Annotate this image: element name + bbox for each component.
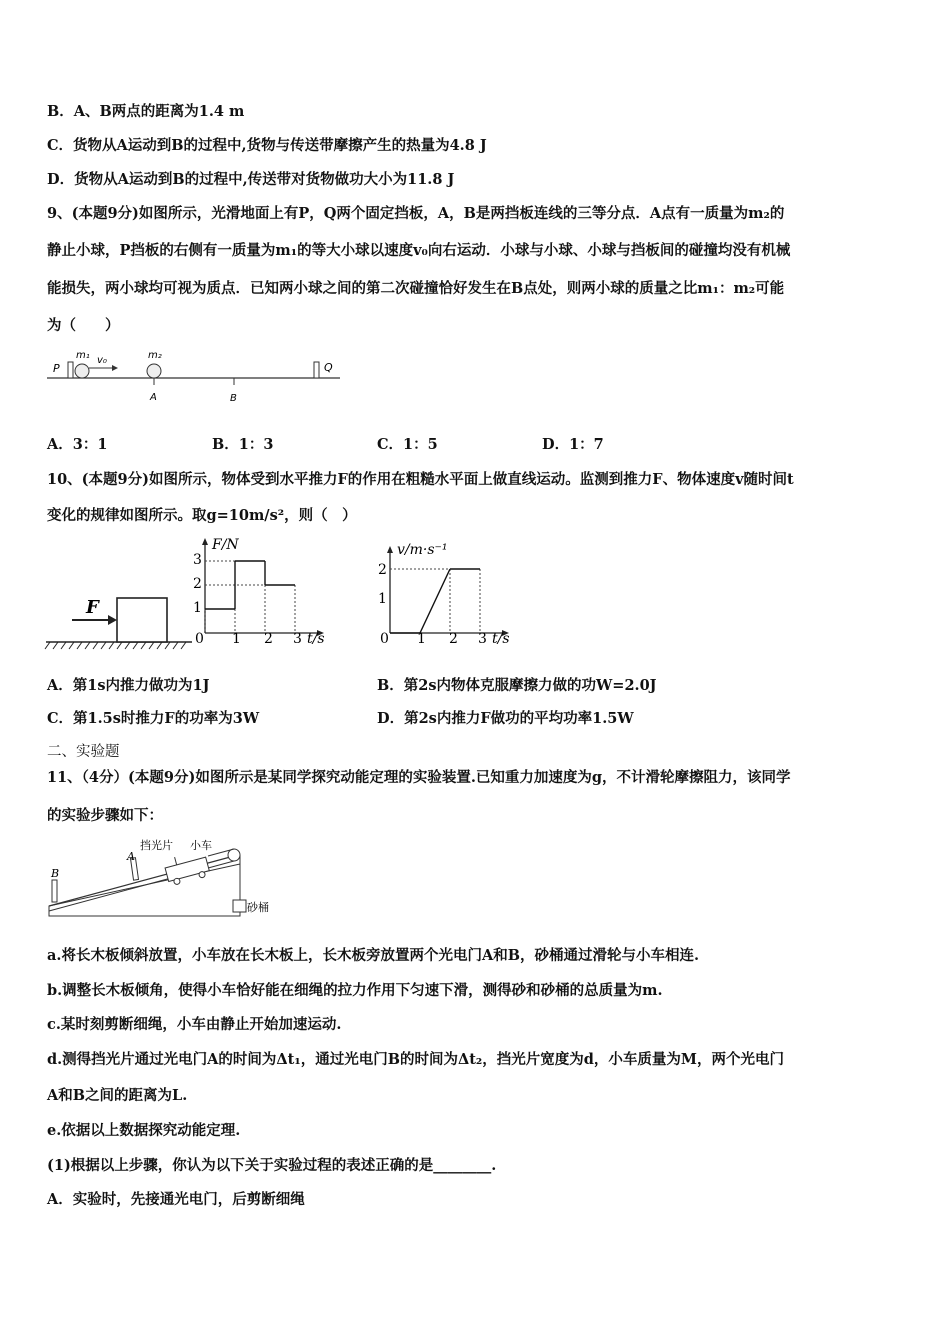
q11-step-d-2: A和B之间的距离为L. [47,1087,188,1104]
q11-line-2: 的实验步骤如下： [47,807,163,824]
q8-option-c: C．货物从A运动到B的过程中,货物与传送带摩擦产生的热量为4.8 J [47,137,487,154]
flag-label: 挡光片 [140,839,173,852]
f-time-label: t/s [307,631,325,647]
f-tick-x1: 1 [232,631,241,647]
f-tick-x3: 3 [293,631,302,647]
q11-step-e: e.依据以上数据探究动能定理. [47,1122,241,1139]
q11-step-c: c.某时刻剪断细绳，小车由静止开始加速运动. [47,1016,342,1033]
v-time-label: t/s [492,631,510,647]
q11-line-1: 11、（4分）(本题9分)如图所示是某同学探究动能定理的实验装置.已知重力加速度为g，不计滑轮摩擦阻力，该同学 [47,769,791,786]
q9-option-c: C．1：5 [377,436,438,453]
q11-apparatus-figure [44,834,284,920]
q9-line-2: 静止小球，P挡板的右侧有一质量为m₁的等大小球以速度v₀向右运动．小球与小球、小球与挡板间的碰撞均没有机械 [47,242,791,259]
q11-option-a: A．实验时，先接通光电门，后剪断细绳 [47,1191,305,1208]
q11-step-d-1: d.测得挡光片通过光电门A的时间为Δt₁，通过光电门B的时间为Δt₂，挡光片宽度为d，小车质量为M，两个光电门 [47,1051,784,1068]
f-tick-y3: 3 [193,552,202,568]
q11-step-b: b.调整长木板倾角，使得小车恰好能在细绳的拉力作用下匀速下滑，测得砂和砂桶的总质量为m. [47,982,663,999]
f-tick-x2: 2 [264,631,273,647]
f-tick-y1: 1 [193,600,202,616]
f-tick-y2: 2 [193,576,202,592]
q9-figure [44,344,344,406]
f-axis-label: F/N [212,537,239,553]
force-y-arrow [202,538,208,545]
q11-part-1: (1)根据以上步骤，你认为以下关于实验过程的表述正确的是________. [47,1157,497,1174]
gate-b-label: B [51,867,60,880]
section-heading: 二、实验题 [47,744,120,760]
label-v0: v₀ [97,355,107,366]
velocity-segment [420,569,450,633]
q10-line-1: 10、(本题9分)如图所示，物体受到水平推力F的作用在粗糙水平面上做直线运动。监测到推力F、物体速度v随时间t [47,471,794,488]
v-axis-label: v/m·s⁻¹ [397,542,448,558]
q10-option-a: A．第1s内推力做功为1J [47,677,210,694]
q10-option-d: D．第2s内推力F做功的平均功率1.5W [377,710,634,727]
label-q: Q [324,361,333,374]
q10-option-c: C．第1.5s时推力F的功率为3W [47,710,260,727]
q10-option-b: B．第2s内物体克服摩擦力做的功W=2.0J [377,677,657,694]
label-m2: m₂ [148,350,162,361]
label-p: P [53,362,60,375]
label-b: B [230,393,237,404]
q9-line-1: 9、(本题9分)如图所示，光滑地面上有P，Q两个固定挡板，A，B是两挡板连线的三等分点．A点有一质量为m₂的 [47,205,785,222]
q9-line-4: 为（ ） [47,317,120,334]
velocity-time-chart [370,535,530,655]
gate-a-label: A [127,850,135,863]
v-tick-y2: 2 [378,562,387,578]
v-origin: 0 [380,631,389,647]
q10-block-figure [44,590,194,652]
q9-option-b: B．1：3 [212,436,274,453]
label-a: A [150,392,157,403]
q10-line-2: 变化的规律如图所示。取g=10m/s²，则（ ） [47,507,357,524]
label-force: F [86,597,99,618]
q11-step-a: a.将长木板倾斜放置，小车放在长木板上，长木板旁放置两个光电门A和B，砂桶通过滑轮与小车相连. [47,947,699,964]
q9-option-d: D．1：7 [542,436,604,453]
f-origin: 0 [195,631,204,647]
q9-option-a: A．3：1 [47,436,108,453]
cart-label: 小车 [190,839,212,852]
q8-option-b: B．A、B两点的距离为1.4 m [47,103,245,120]
bucket-label: 砂桶 [247,901,269,914]
q9-line-3: 能损失，两小球均可视为质点．已知两小球之间的第二次碰撞恰好发生在B点处，则两小球的质量之比m₁：m₂可能 [47,280,785,297]
label-m1: m₁ [76,350,90,361]
v-tick-x1: 1 [417,631,426,647]
v-tick-x3: 3 [478,631,487,647]
q8-option-d: D．货物从A运动到B的过程中,传送带对货物做功大小为11.8 J [47,171,455,188]
force-time-chart [185,535,345,655]
v-tick-x2: 2 [449,631,458,647]
v-tick-y1: 1 [378,591,387,607]
velocity-y-arrow [387,546,393,553]
